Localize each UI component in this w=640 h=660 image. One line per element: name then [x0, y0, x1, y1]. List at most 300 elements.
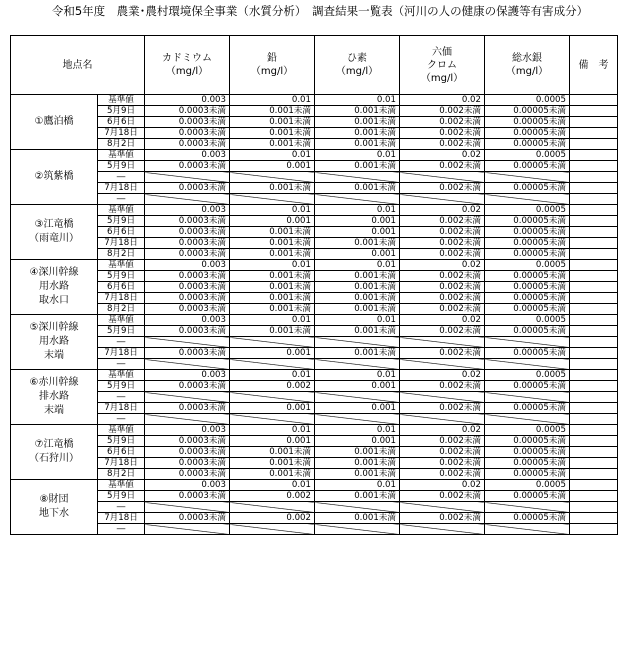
value-cell: 0.003 — [145, 480, 230, 491]
value-cell: 0.0003未満 — [145, 183, 230, 194]
sample-date: 5月9日 — [98, 326, 145, 337]
sample-date: 8月2日 — [98, 304, 145, 315]
value-cell: 0.001未満 — [230, 271, 315, 282]
value-cell: 0.00005未満 — [485, 216, 570, 227]
value-cell: 0.01 — [315, 370, 400, 381]
value-cell: 0.002未満 — [400, 238, 485, 249]
value-cell: 0.001 — [315, 403, 400, 414]
value-cell: 0.0003未満 — [145, 128, 230, 139]
value-cell: 0.0003未満 — [145, 381, 230, 392]
remarks-cell — [570, 183, 618, 194]
value-cell: 0.0005 — [485, 480, 570, 491]
value-cell: 0.02 — [400, 150, 485, 161]
remarks-cell — [570, 205, 618, 216]
table-row — [11, 337, 618, 348]
table-row — [11, 238, 618, 249]
value-cell: 0.001未満 — [315, 348, 400, 359]
value-cell: 0.001未満 — [230, 282, 315, 293]
sample-date: 5月9日 — [98, 436, 145, 447]
remarks-header: 備 考 — [570, 36, 618, 95]
sample-date: ― — [98, 414, 145, 425]
value-cell: 0.00005未満 — [485, 304, 570, 315]
standard-label: 基準値 — [98, 370, 145, 381]
value-cell: 0.002未満 — [400, 447, 485, 458]
col-name: カドミウム — [162, 53, 212, 64]
value-cell: 0.001 — [315, 216, 400, 227]
not-sampled-cell — [485, 502, 570, 513]
value-cell: 0.01 — [230, 425, 315, 436]
col-name: 総水銀 — [512, 53, 542, 64]
value-cell: 0.001未満 — [315, 469, 400, 480]
value-cell: 0.003 — [145, 150, 230, 161]
standard-label: 基準値 — [98, 260, 145, 271]
not-sampled-cell — [400, 172, 485, 183]
value-cell: 0.0003未満 — [145, 436, 230, 447]
table-row — [11, 227, 618, 238]
value-cell: 0.002未満 — [400, 348, 485, 359]
value-cell: 0.0005 — [485, 95, 570, 106]
not-sampled-cell — [400, 502, 485, 513]
value-cell: 0.001未満 — [230, 128, 315, 139]
value-cell: 0.001未満 — [230, 183, 315, 194]
value-cell: 0.001未満 — [230, 293, 315, 304]
col-header-lead — [230, 36, 315, 95]
value-cell: 0.0003未満 — [145, 249, 230, 260]
page-title: 令和5年度 農業･農村環境保全事業（水質分析） 調査結果一覧表（河川の人の健康の保護等有害成分） — [51, 4, 589, 18]
col-name: 鉛 — [267, 53, 277, 64]
site-name: ④深川幹線 用水路 取水口 — [11, 260, 98, 315]
table-row — [11, 194, 618, 205]
table-row — [11, 205, 618, 216]
site-name: ⑥赤川幹線 排水路 末端 — [11, 370, 98, 425]
value-cell: 0.0003未満 — [145, 447, 230, 458]
value-cell: 0.001未満 — [315, 161, 400, 172]
header-row — [11, 36, 618, 95]
value-cell: 0.0003未満 — [145, 293, 230, 304]
table-row — [11, 381, 618, 392]
table-row — [11, 414, 618, 425]
sample-date: 5月9日 — [98, 491, 145, 502]
not-sampled-cell — [315, 392, 400, 403]
site-name: ①鷹泊橋 — [11, 95, 98, 150]
table-row — [11, 216, 618, 227]
value-cell: 0.01 — [230, 95, 315, 106]
value-cell: 0.00005未満 — [485, 293, 570, 304]
value-cell: 0.001未満 — [315, 238, 400, 249]
remarks-cell — [570, 106, 618, 117]
value-cell: 0.001 — [315, 227, 400, 238]
not-sampled-cell — [485, 359, 570, 370]
value-cell: 0.00005未満 — [485, 447, 570, 458]
value-cell: 0.001未満 — [315, 282, 400, 293]
sample-date: ― — [98, 172, 145, 183]
col-header-arsenic — [315, 36, 400, 95]
value-cell: 0.00005未満 — [485, 128, 570, 139]
not-sampled-cell — [485, 524, 570, 535]
value-cell: 0.00005未満 — [485, 381, 570, 392]
remarks-cell — [570, 337, 618, 348]
value-cell: 0.0005 — [485, 205, 570, 216]
value-cell: 0.00005未満 — [485, 326, 570, 337]
value-cell: 0.0003未満 — [145, 117, 230, 128]
value-cell: 0.002未満 — [400, 491, 485, 502]
remarks-cell — [570, 513, 618, 524]
value-cell: 0.0003未満 — [145, 271, 230, 282]
value-cell: 0.001 — [230, 403, 315, 414]
remarks-cell — [570, 458, 618, 469]
remarks-cell — [570, 271, 618, 282]
table-row — [11, 271, 618, 282]
sample-date: 6月6日 — [98, 447, 145, 458]
not-sampled-cell — [230, 172, 315, 183]
table-row — [11, 260, 618, 271]
sample-date: 5月9日 — [98, 216, 145, 227]
standard-label: 基準値 — [98, 205, 145, 216]
value-cell: 0.002 — [230, 491, 315, 502]
remarks-cell — [570, 524, 618, 535]
value-cell: 0.003 — [145, 95, 230, 106]
sample-date: 7月18日 — [98, 403, 145, 414]
col-name: 六価 クロム — [427, 46, 457, 71]
value-cell: 0.001未満 — [230, 447, 315, 458]
remarks-cell — [570, 326, 618, 337]
col-name: ひ素 — [347, 53, 367, 64]
value-cell: 0.00005未満 — [485, 249, 570, 260]
not-sampled-cell — [485, 194, 570, 205]
value-cell: 0.00005未満 — [485, 271, 570, 282]
value-cell: 0.001 — [315, 436, 400, 447]
remarks-cell — [570, 282, 618, 293]
not-sampled-cell — [400, 524, 485, 535]
results-table — [10, 35, 618, 535]
not-sampled-cell — [400, 194, 485, 205]
value-cell: 0.00005未満 — [485, 469, 570, 480]
value-cell: 0.00005未満 — [485, 513, 570, 524]
value-cell: 0.001未満 — [315, 117, 400, 128]
value-cell: 0.002未満 — [400, 458, 485, 469]
value-cell: 0.0003未満 — [145, 326, 230, 337]
value-cell: 0.0003未満 — [145, 304, 230, 315]
not-sampled-cell — [145, 194, 230, 205]
table-row — [11, 436, 618, 447]
not-sampled-cell — [315, 414, 400, 425]
value-cell: 0.01 — [230, 370, 315, 381]
value-cell: 0.002未満 — [400, 469, 485, 480]
table-body — [11, 95, 618, 535]
value-cell: 0.0005 — [485, 315, 570, 326]
value-cell: 0.002 — [230, 513, 315, 524]
value-cell: 0.002未満 — [400, 216, 485, 227]
table-row — [11, 480, 618, 491]
col-header-mercury — [485, 36, 570, 95]
table-row — [11, 392, 618, 403]
remarks-cell — [570, 392, 618, 403]
value-cell: 0.01 — [230, 315, 315, 326]
not-sampled-cell — [145, 172, 230, 183]
sample-date: 5月9日 — [98, 381, 145, 392]
value-cell: 0.02 — [400, 370, 485, 381]
not-sampled-cell — [315, 172, 400, 183]
table-row — [11, 348, 618, 359]
remarks-cell — [570, 491, 618, 502]
not-sampled-cell — [230, 337, 315, 348]
not-sampled-cell — [145, 414, 230, 425]
value-cell: 0.002未満 — [400, 128, 485, 139]
value-cell: 0.001 — [230, 216, 315, 227]
site-name: ③江竜橋 （雨竜川） — [11, 205, 98, 260]
not-sampled-cell — [315, 524, 400, 535]
remarks-cell — [570, 117, 618, 128]
value-cell: 0.001未満 — [230, 458, 315, 469]
value-cell: 0.02 — [400, 205, 485, 216]
not-sampled-cell — [145, 502, 230, 513]
table-row — [11, 502, 618, 513]
value-cell: 0.0003未満 — [145, 216, 230, 227]
value-cell: 0.001未満 — [230, 106, 315, 117]
sample-date: 6月6日 — [98, 282, 145, 293]
value-cell: 0.002未満 — [400, 326, 485, 337]
not-sampled-cell — [145, 337, 230, 348]
value-cell: 0.0003未満 — [145, 513, 230, 524]
remarks-cell — [570, 227, 618, 238]
value-cell: 0.00005未満 — [485, 458, 570, 469]
not-sampled-cell — [485, 337, 570, 348]
remarks-cell — [570, 414, 618, 425]
remarks-cell — [570, 293, 618, 304]
value-cell: 0.00005未満 — [485, 227, 570, 238]
not-sampled-cell — [145, 392, 230, 403]
sample-date: 8月2日 — [98, 249, 145, 260]
remarks-cell — [570, 502, 618, 513]
table-row — [11, 293, 618, 304]
standard-label: 基準値 — [98, 425, 145, 436]
standard-label: 基準値 — [98, 150, 145, 161]
remarks-cell — [570, 425, 618, 436]
value-cell: 0.0005 — [485, 260, 570, 271]
sample-date: 7月18日 — [98, 458, 145, 469]
sample-date: 7月18日 — [98, 513, 145, 524]
value-cell: 0.01 — [230, 260, 315, 271]
value-cell: 0.0003未満 — [145, 458, 230, 469]
not-sampled-cell — [230, 194, 315, 205]
site-name: ⑤深川幹線 用水路 末端 — [11, 315, 98, 370]
value-cell: 0.0003未満 — [145, 348, 230, 359]
table-row — [11, 513, 618, 524]
value-cell: 0.0003未満 — [145, 238, 230, 249]
value-cell: 0.02 — [400, 425, 485, 436]
value-cell: 0.001未満 — [315, 458, 400, 469]
value-cell: 0.001未満 — [315, 271, 400, 282]
not-sampled-cell — [485, 392, 570, 403]
value-cell: 0.0003未満 — [145, 227, 230, 238]
site-name: ⑧財団 地下水 — [11, 480, 98, 535]
sample-date: ― — [98, 392, 145, 403]
value-cell: 0.003 — [145, 370, 230, 381]
value-cell: 0.0003未満 — [145, 403, 230, 414]
remarks-cell — [570, 194, 618, 205]
remarks-cell — [570, 249, 618, 260]
table-row — [11, 524, 618, 535]
value-cell: 0.001未満 — [315, 491, 400, 502]
col-header-chromium — [400, 36, 485, 95]
remarks-cell — [570, 403, 618, 414]
remarks-cell — [570, 304, 618, 315]
value-cell: 0.002未満 — [400, 403, 485, 414]
table-row — [11, 447, 618, 458]
not-sampled-cell — [485, 414, 570, 425]
value-cell: 0.00005未満 — [485, 282, 570, 293]
value-cell: 0.002未満 — [400, 183, 485, 194]
remarks-cell — [570, 238, 618, 249]
col-unit: （mg/l） — [335, 66, 379, 77]
sample-date: 5月9日 — [98, 271, 145, 282]
table-row — [11, 161, 618, 172]
value-cell: 0.001未満 — [315, 513, 400, 524]
not-sampled-cell — [315, 194, 400, 205]
value-cell: 0.01 — [230, 150, 315, 161]
remarks-cell — [570, 139, 618, 150]
value-cell: 0.001 — [230, 436, 315, 447]
col-unit: （mg/l） — [165, 66, 209, 77]
value-cell: 0.00005未満 — [485, 161, 570, 172]
standard-label: 基準値 — [98, 315, 145, 326]
standard-label: 基準値 — [98, 480, 145, 491]
value-cell: 0.001未満 — [315, 183, 400, 194]
sample-date: 5月9日 — [98, 106, 145, 117]
not-sampled-cell — [145, 524, 230, 535]
value-cell: 0.01 — [315, 205, 400, 216]
value-cell: 0.02 — [400, 260, 485, 271]
table-row — [11, 491, 618, 502]
value-cell: 0.002 — [230, 381, 315, 392]
value-cell: 0.003 — [145, 425, 230, 436]
value-cell: 0.001 — [315, 249, 400, 260]
value-cell: 0.0003未満 — [145, 491, 230, 502]
col-unit: （mg/l） — [420, 72, 464, 84]
value-cell: 0.01 — [315, 315, 400, 326]
value-cell: 0.00005未満 — [485, 238, 570, 249]
table-row — [11, 282, 618, 293]
value-cell: 0.0003未満 — [145, 106, 230, 117]
value-cell: 0.00005未満 — [485, 403, 570, 414]
not-sampled-cell — [400, 359, 485, 370]
table-row — [11, 183, 618, 194]
sample-date: 7月18日 — [98, 183, 145, 194]
value-cell: 0.00005未満 — [485, 348, 570, 359]
remarks-cell — [570, 480, 618, 491]
remarks-cell — [570, 172, 618, 183]
value-cell: 0.002未満 — [400, 282, 485, 293]
table-row — [11, 150, 618, 161]
value-cell: 0.001未満 — [315, 304, 400, 315]
value-cell: 0.0003未満 — [145, 469, 230, 480]
remarks-cell — [570, 150, 618, 161]
remarks-cell — [570, 260, 618, 271]
sample-date: 8月2日 — [98, 139, 145, 150]
table-row — [11, 370, 618, 381]
table-row — [11, 469, 618, 480]
site-name: ⑦江竜橋 （石狩川） — [11, 425, 98, 480]
sample-date: 7月18日 — [98, 128, 145, 139]
value-cell: 0.02 — [400, 315, 485, 326]
value-cell: 0.01 — [315, 480, 400, 491]
value-cell: 0.001未満 — [315, 106, 400, 117]
value-cell: 0.001未満 — [230, 238, 315, 249]
remarks-cell — [570, 128, 618, 139]
standard-label: 基準値 — [98, 95, 145, 106]
value-cell: 0.00005未満 — [485, 436, 570, 447]
value-cell: 0.00005未満 — [485, 183, 570, 194]
value-cell: 0.01 — [315, 425, 400, 436]
table-row — [11, 117, 618, 128]
value-cell: 0.002未満 — [400, 227, 485, 238]
value-cell: 0.002未満 — [400, 249, 485, 260]
not-sampled-cell — [315, 359, 400, 370]
value-cell: 0.00005未満 — [485, 106, 570, 117]
table-row — [11, 425, 618, 436]
not-sampled-cell — [400, 392, 485, 403]
sample-date: 7月18日 — [98, 293, 145, 304]
table-row — [11, 128, 618, 139]
col-unit: （mg/l） — [250, 66, 294, 77]
value-cell: 0.001未満 — [230, 469, 315, 480]
not-sampled-cell — [230, 359, 315, 370]
value-cell: 0.00005未満 — [485, 139, 570, 150]
sample-date: ― — [98, 524, 145, 535]
remarks-cell — [570, 315, 618, 326]
table-row — [11, 95, 618, 106]
not-sampled-cell — [145, 359, 230, 370]
value-cell: 0.001未満 — [230, 117, 315, 128]
value-cell: 0.001未満 — [315, 447, 400, 458]
col-header-cadmium — [145, 36, 230, 95]
site-name: ②筑紫橋 — [11, 150, 98, 205]
value-cell: 0.02 — [400, 480, 485, 491]
sample-date: 8月2日 — [98, 469, 145, 480]
table-row — [11, 403, 618, 414]
sample-date: 6月6日 — [98, 227, 145, 238]
not-sampled-cell — [315, 502, 400, 513]
value-cell: 0.001未満 — [315, 326, 400, 337]
value-cell: 0.003 — [145, 205, 230, 216]
value-cell: 0.02 — [400, 95, 485, 106]
sample-date: 5月9日 — [98, 161, 145, 172]
remarks-cell — [570, 381, 618, 392]
sample-date: ― — [98, 337, 145, 348]
value-cell: 0.002未満 — [400, 304, 485, 315]
value-cell: 0.0005 — [485, 370, 570, 381]
not-sampled-cell — [230, 502, 315, 513]
not-sampled-cell — [230, 524, 315, 535]
not-sampled-cell — [400, 337, 485, 348]
value-cell: 0.001未満 — [230, 227, 315, 238]
value-cell: 0.00005未満 — [485, 491, 570, 502]
table-row — [11, 106, 618, 117]
value-cell: 0.001未満 — [230, 139, 315, 150]
remarks-cell — [570, 359, 618, 370]
value-cell: 0.002未満 — [400, 139, 485, 150]
not-sampled-cell — [485, 172, 570, 183]
col-unit: （mg/l） — [505, 66, 549, 77]
value-cell: 0.002未満 — [400, 436, 485, 447]
table-row — [11, 249, 618, 260]
sample-date: ― — [98, 502, 145, 513]
value-cell: 0.001未満 — [315, 139, 400, 150]
table-row — [11, 326, 618, 337]
value-cell: 0.001未満 — [230, 249, 315, 260]
value-cell: 0.003 — [145, 315, 230, 326]
value-cell: 0.01 — [315, 95, 400, 106]
